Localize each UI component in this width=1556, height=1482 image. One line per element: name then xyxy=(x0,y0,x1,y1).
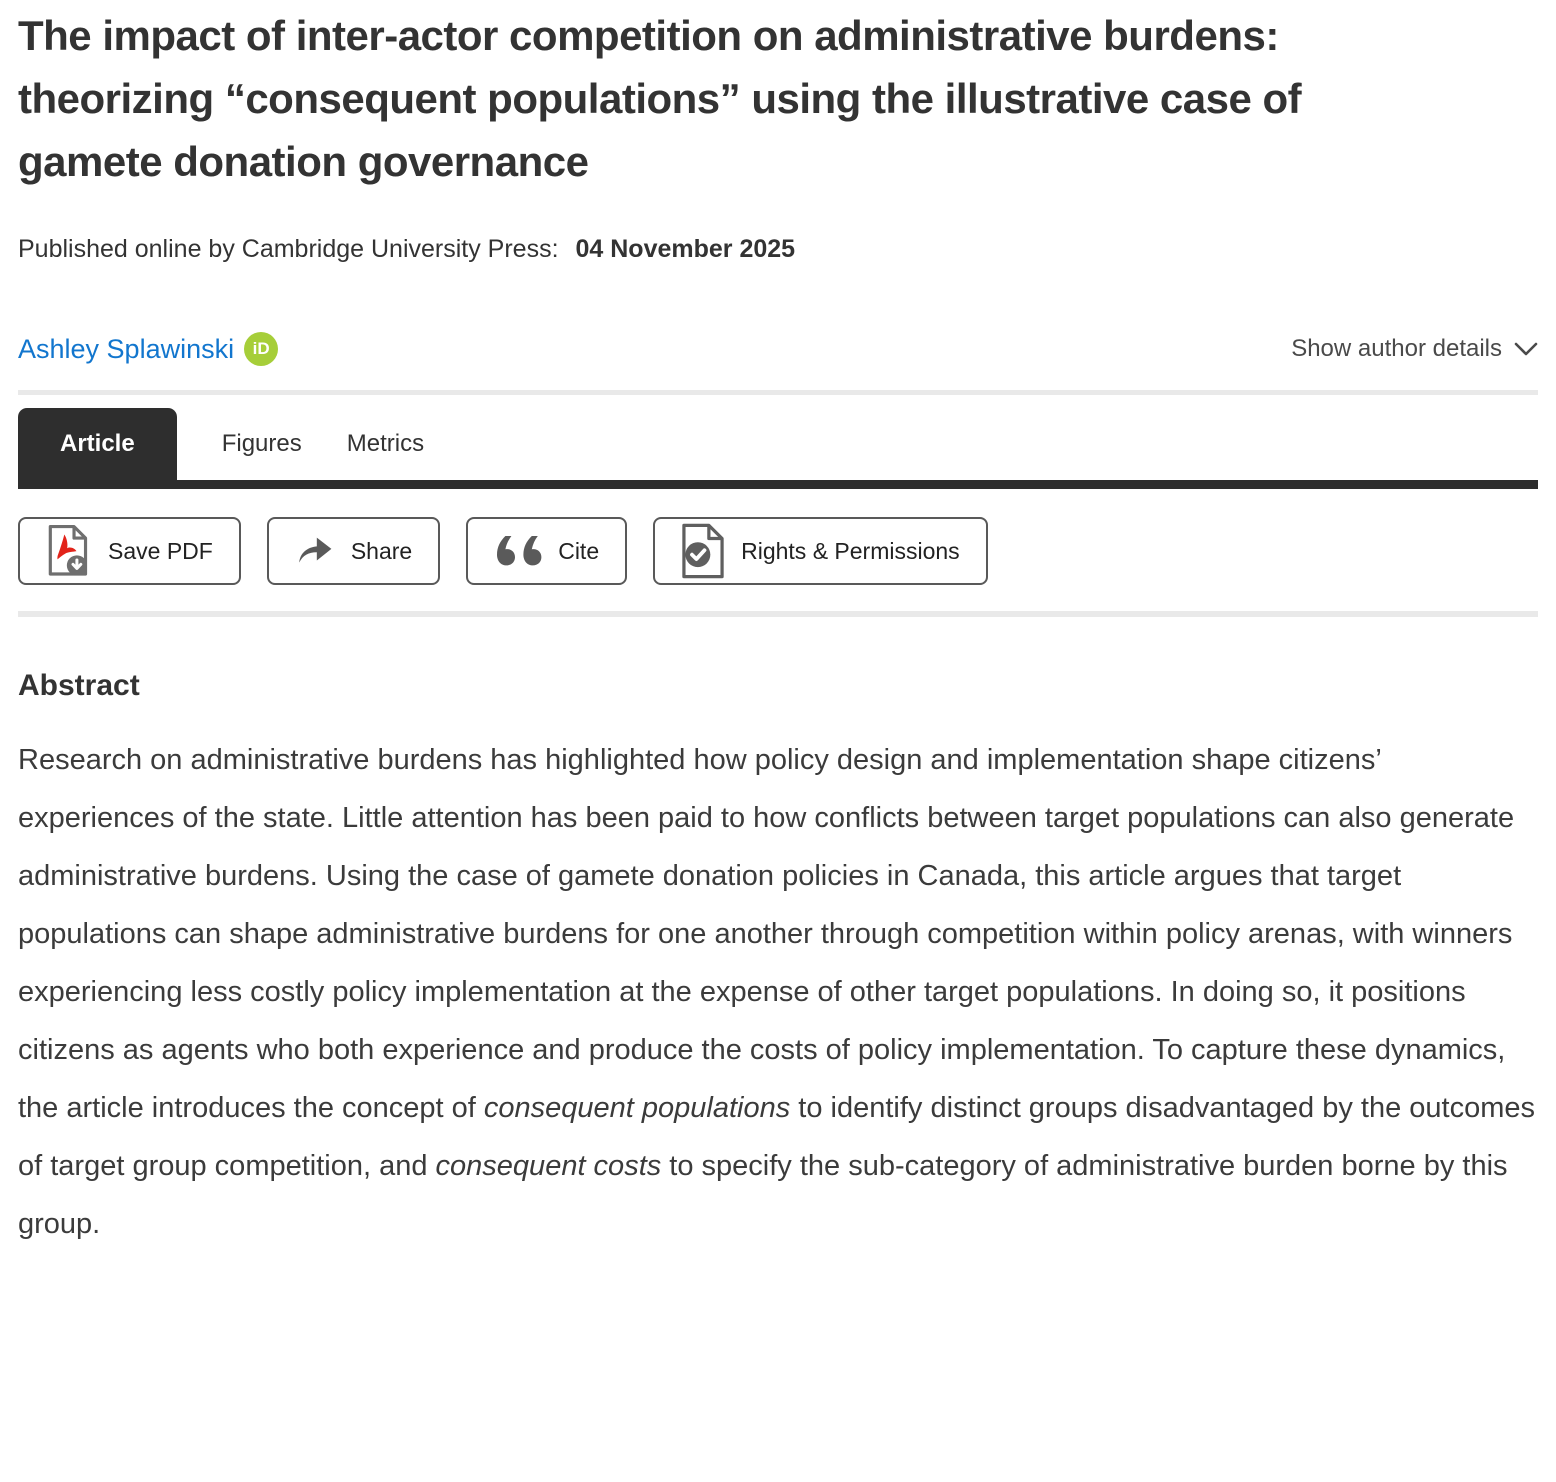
abstract-heading: Abstract xyxy=(18,669,140,702)
published-label: Published online by Cambridge University Press: xyxy=(18,235,559,263)
abstract-italic-term: consequent costs xyxy=(435,1150,662,1182)
article-page xyxy=(0,4,1556,1253)
share-label: Share xyxy=(350,537,413,564)
cite-button[interactable] xyxy=(466,517,627,585)
document-check-icon xyxy=(681,523,725,579)
rights-permissions-button[interactable] xyxy=(653,517,988,585)
pdf-document-download-icon xyxy=(46,524,92,578)
cite-label: Cite xyxy=(558,537,600,564)
save-pdf-label: Save PDF xyxy=(108,537,213,564)
author-row xyxy=(18,332,1538,366)
page-title: The impact of inter-actor competition on administrative burdens: theorizing “consequent populations” using the illustrative case of gamete donation governance xyxy=(18,12,1302,185)
author-link[interactable] xyxy=(18,332,278,366)
abstract-segment: to specify the sub-category of administrative burden borne by this group. xyxy=(18,1150,1508,1240)
section-divider xyxy=(18,390,1538,395)
published-line xyxy=(18,235,1538,264)
show-author-details-toggle[interactable] xyxy=(1291,335,1538,363)
tab-metrics[interactable]: Metrics xyxy=(346,430,425,457)
tab-bar xyxy=(18,408,1538,489)
rights-permissions-label: Rights & Permissions xyxy=(741,537,960,564)
abstract-segment: Research on administrative burdens has highlighted how policy design and implementation shape citizens’ experiences of the state. Little attention has been paid to how conflicts between target populations can also generate administrative burdens. Using the case of gamete donation policies in Canada, this article argues that target populations can shape administrative burdens for one another through competition within policy arenas, with winners experiencing less costly policy implementation at the expense of other target populations. In doing so, it positions citizens as agents who both experience and produce the costs of policy implementation. To capture these dynamics, the article introduces the concept of xyxy=(18,744,1515,1124)
orcid-id-icon: iD xyxy=(244,332,278,366)
abstract-segment: to identify distinct groups disadvantaged by the outcomes of target group competition, and xyxy=(18,1092,1536,1182)
tab-article[interactable]: Article xyxy=(18,408,177,480)
chevron-down-icon xyxy=(1514,342,1538,357)
author-name: Ashley Splawinski xyxy=(18,333,235,364)
show-author-details-label: Show author details xyxy=(1291,335,1502,362)
abstract-italic-term: consequent populations xyxy=(483,1092,791,1124)
abstract-paragraph xyxy=(18,731,1538,1253)
tab-figures[interactable]: Figures xyxy=(221,430,302,457)
section-divider xyxy=(18,611,1538,617)
action-buttons-row xyxy=(18,517,1538,585)
save-pdf-button[interactable] xyxy=(18,517,241,585)
tab-underline-bar xyxy=(18,480,1538,489)
published-date: 04 November 2025 xyxy=(575,235,796,263)
quotation-marks-icon xyxy=(494,534,542,568)
share-arrow-icon xyxy=(295,534,335,568)
share-button[interactable] xyxy=(267,517,440,585)
